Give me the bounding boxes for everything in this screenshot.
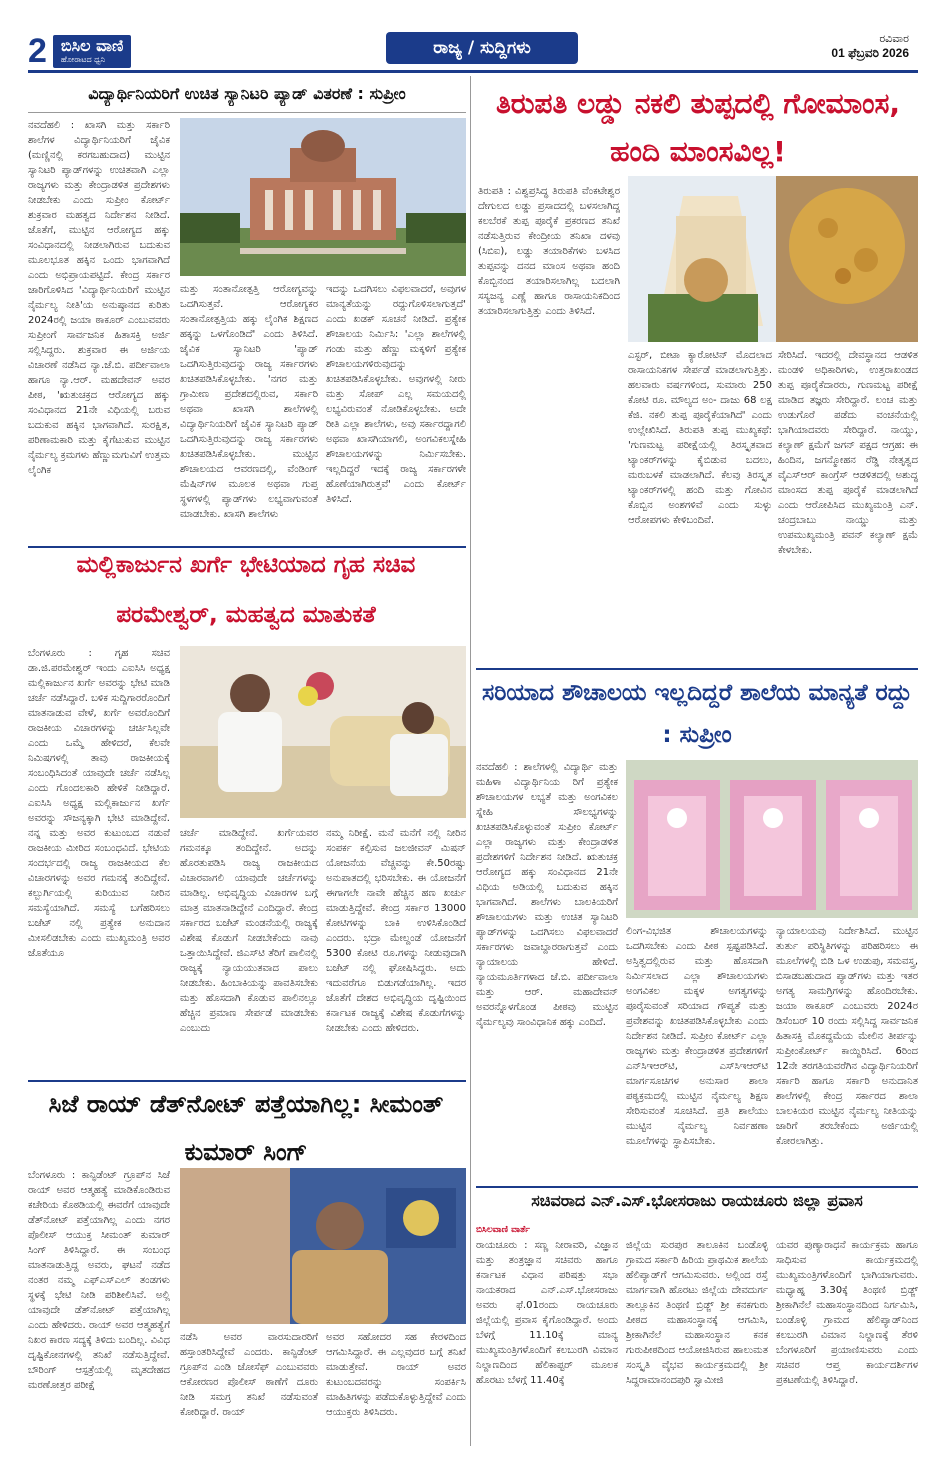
story1-col2: ಮತ್ತು ಸಂತಾನೋತ್ಪತ್ತಿ ಆರೋಗ್ಯವನ್ನು ಒದಗಿಸುತ್ತವೆ. ಆರೋಗ್ಯಕರ ಸಂತಾನೋತ್ಪತ್ತಿಯ ಹಕ್ಕು ಲೈಂಗಿಕ ಶಿಕ್ಷಣದ ಹಕ್ಕನ್ನು ಒಳಗೊಂಡಿದೆ' ಎಂದು ತಿಳಿಸಿದೆ. ಜೈವಿಕ ಸ್ಯಾನಿಟರಿ 'ಪ್ಯಾಡ್ ಒದಗಿಸುತ್ತಿರುವುದನ್ನು ರಾಜ್ಯ ಸರ್ಕಾರಗಳು ಖಚಿತಪಡಿಸಿಕೊಳ್ಳಬೇಕು. 'ನಗರ ಮತ್ತು ಗ್ರಾಮೀಣ ಪ್ರದೇಶದಲ್ಲಿರುವ, ಸರ್ಕಾರಿ ಅಥವಾ ಖಾಸಗಿ ಶಾಲೆಗಳಲ್ಲಿ ವಿದ್ಯಾರ್ಥಿನಿಯರಿಗೆ ಜೈವಿಕ ಸ್ಯಾನಿಟರಿ ಪ್ಯಾಡ್ ಒದಗಿಸುತ್ತಿರುವುದನ್ನು ರಾಜ್ಯ ಸರ್ಕಾರಗಳು ಖಚಿತಪಡಿಸಿಕೊಳ್ಳಬೇಕು. ಮುಟ್ಟಿನ ಶೌಚಾಲಯದ ಆವರಣದಲ್ಲಿ, ವೆಂಡಿಂಗ್ ಮೆಷಿನ್‌ಗಳ ಮೂಲಕ ಅಥವಾ ಗುಪ್ತ ಸ್ಥಳಗಳಲ್ಲಿ ಪ್ಯಾಡ್‌ಗಳು ಲಭ್ಯವಾಗುವಂತೆ ಮಾಡಬೇಕು. ಖಾಸಗಿ ಶಾಲೆಗಳು: [180, 284, 318, 520]
toilet-photo: [626, 760, 918, 918]
story4-top-rule: [476, 668, 918, 670]
police-commissioner-photo: [180, 1168, 466, 1324]
tirupati-photo: [628, 176, 918, 342]
commissioner-image: [180, 1168, 466, 1324]
story5-col1: ಬೆಂಗಳೂರು : ಕಾನ್ಫಿಡೆಂಟ್ ಗ್ರೂಪ್‌ನ ಸಿಜೆ ರಾಯ್ ಅವರ ಆತ್ಮಹತ್ಯೆ ಮಾಡಿಕೊಂಡಿರುವ ಕಚೇರಿಯ ಕೊಠಡಿಯಲ್ಲಿ ಈವರೆಗೆ ಯಾವುದೇ ಡೆತ್‌ನೋಟ್ ಪತ್ತೆಯಾಗಿಲ್ಲ ಎಂದು ನಗರ ಪೊಲೀಸ್ ಆಯುಕ್ತ ಸೀಮಂತ್ ಕುಮಾರ್ ಸಿಂಗ್ ತಿಳಿಸಿದ್ದಾರೆ. ಈ ಸಂಬಂಧ ಮಾತನಾಡುತ್ತಿದ್ದ ಅವರು, ಘಟನೆ ನಡೆದ ನಂತರ ನಮ್ಮ ಎಫ್‌ಎಸ್‌ಎಲ್ ತಂಡಗಳು ಸ್ಥಳಕ್ಕೆ ಭೇಟಿ ನೀಡಿ ಪರಿಶೀಲಿಸಿವೆ. ಅಲ್ಲಿ ಯಾವುದೇ ಡೆತ್‌ನೋಟ್ ಪತ್ತೆಯಾಗಿಲ್ಲ ಎಂದು ಹೇಳಿದರು. ರಾಯ್ ಅವರ ಆತ್ಮಹತ್ಯೆಗೆ ನಿಖರ ಕಾರಣ ಸದ್ಯಕ್ಕೆ ತಿಳಿದು ಬಂದಿಲ್ಲ. ವಿವಿಧ ದೃಷ್ಟಿಕೋನಗಳಲ್ಲಿ ತನಿಖೆ ನಡೆಸುತ್ತಿದ್ದೇವೆ. ಬೌರಿಂಗ್ ಆಸ್ಪತ್ರೆಯಲ್ಲಿ ಮೃತದೇಹದ ಮರಣೋತ್ತರ ಪರೀಕ್ಷೆ: [28, 1170, 170, 1391]
story1-headline: ವಿದ್ಯಾರ್ಥಿನಿಯರಿಗೆ ಉಚಿತ ಸ್ಯಾನಿಟರಿ ಪ್ಯಾಡ್ ವಿತರಣೆ : ಸುಪ್ರೀಂ: [88, 84, 406, 103]
story1-col1: ನವದೆಹಲಿ : ಖಾಸಗಿ ಮತ್ತು ಸರ್ಕಾರಿ ಶಾಲೆಗಳ ವಿದ್ಯಾರ್ಥಿನಿಯರಿಗೆ ಜೈವಿಕ (ಮಣ್ಣಿನಲ್ಲಿ ಕರಗಬಹುದಾದ) ಮುಟ್ಟಿನ ಸ್ಯಾನಿಟರಿ ಪ್ಯಾಡ್‌ಗಳನ್ನು ಉಚಿತವಾಗಿ ಎಲ್ಲಾ ರಾಜ್ಯಗಳು ಮತ್ತು ಕೇಂದ್ರಾಡಳಿತ ಪ್ರದೇಶಗಳು ನೀಡಬೇಕು ಎಂದು ಸುಪ್ರೀಂ ಕೋರ್ಟ್ ಶುಕ್ರವಾರ ಮಹತ್ವದ ನಿರ್ದೇಶನ ನೀಡಿದೆ. ಜೊತೆಗೆ, ಮುಟ್ಟಿನ ಆರೋಗ್ಯದ ಹಕ್ಕು ಸಂವಿಧಾನದಲ್ಲಿ ನೀಡಲಾಗಿರುವ ಬದುಕುವ ಮೂಲಭೂತ ಹಕ್ಕಿನ ಒಂದು ಭಾಗವಾಗಿದೆ ಎಂದು ಅಭಿಪ್ರಾಯಪಟ್ಟಿದೆ. ಕೇಂದ್ರ ಸರ್ಕಾರ ಜಾರಿಗೊಳಿಸಿದ 'ವಿದ್ಯಾರ್ಥಿನಿಯರಿಗೆ ಮುಟ್ಟಿನ ನೈರ್ಮಲ್ಯ ನೀತಿ'ಯ ಅನುಷ್ಠಾನದ ಕುರಿತು 2024ರಲ್ಲಿ ಜಯಾ ಠಾಕೂರ್ ಎಂಬುವವರು ಸುಪ್ರೀಂಗೆ ಸಾರ್ವಜನಿಕ ಹಿತಾಸಕ್ತಿ ಅರ್ಜಿ ಸಲ್ಲಿಸಿದ್ದರು. ಶುಕ್ರವಾರ ಈ ಅರ್ಜಿಯ ವಿಚಾರಣೆ ನಡೆಸಿದ ನ್ಯಾ.ಜೆ.ಬಿ. ಪರ್ದೀವಾಲಾ ಹಾಗೂ ನ್ಯಾ.ಆರ್. ಮಹದೇವನ್ ಅವರ ಪೀಠ, 'ಋತುಚಕ್ರದ ಆರೋಗ್ಯದ ಹಕ್ಕು ಸಂವಿಧಾನದ 21ನೇ ವಿಧಿಯಲ್ಲಿ ಬರುವ ಬದುಕುವ ಹಕ್ಕಿನ ಭಾಗವಾಗಿದೆ. ಸುರಕ್ಷಿತ, ಪರಿಣಾಮಕಾರಿ ಮತ್ತು ಕೈಗೆಟುಕುವ ಮುಟ್ಟಿನ ನೈರ್ಮಲ್ಯ ಕ್ರಮಗಳು ಹೆಣ್ಣುಮಗುವಿಗೆ ಉತ್ತಮ ಲೈಂಗಿಕ: [28, 120, 170, 476]
laddu-temple-image: [628, 176, 918, 342]
story5-col3: ಅವರ ಸಹೋದರ ಸಹ ಕೇರಳದಿಂದ ಆಗಮಿಸಿದ್ದಾರೆ. ಈ ಎಲ್ಲವುದರ ಬಗ್ಗೆ ತನಿಖೆ ಮಾಡುತ್ತೇವೆ. ರಾಯ್ ಅವರ ಕುಟುಂಬದವರನ್ನು ಸಂಪರ್ಕಿಸಿ ಮಾಹಿತಿಗಳನ್ನು ಪಡೆದುಕೊಳ್ಳುತ್ತಿದ್ದೇವೆ ಎಂದು ಆಯುಕ್ತರು ತಿಳಿಸಿದರು.: [326, 1332, 466, 1418]
meeting-image: [180, 646, 466, 818]
story2-col2: ಎಸ್ಟರ್, ಬೀಟಾ ಕ್ಯಾರೋಟಿನ್ ಮೊದಲಾದ ರಾಸಾಯನಿಕಗಳ ಸೇರ್ಪಡೆ ಮಾಡಲಾಗುತ್ತಿತ್ತು. ಹಲವಾರು ವರ್ಷಗಳಿಂದ, ಸುಮಾರು 250 ಕೋಟಿ ರೂ. ಮೌಲ್ಯದ ಅಂ- ದಾಜು 68 ಲಕ್ಷ ಕೆಜಿ. ನಕಲಿ ತುಪ್ಪ ಪೂರೈಕೆಯಾಗಿದೆ' ಎಂದು ಉಲ್ಲೇಖಿಸಿದೆ. ತಿರುಪತಿ ತುಪ್ಪ ಮುಖ್ಯಕಥೆ: 'ಗುಣಮಟ್ಟ ಪರೀಕ್ಷೆಯಲ್ಲಿ ತಿರಸ್ಕೃತವಾದ ಟ್ಯಾಂಕರ್‌ಗಳನ್ನು ಕೈಬಿಡುವ ಬದಲು, ಮರುಬಳಕೆ ಮಾಡಲಾಗಿದೆ. ಕೆಲವು ತಿರಸ್ಕೃತ ಟ್ಯಾಂಕರ್‌ಗಳಲ್ಲಿ ಹಂದಿ ಮತ್ತು ಗೋವಿನ ಕೊಬ್ಬಿನ ಅಂಶಗಳಿವೆ ಎಂದು ಸುಳ್ಳು ಆರೋಪಗಳು ಕೇಳಿಬಂದಿವೆ.: [628, 350, 772, 526]
issue-date: 01 ಫೆಬ್ರವರಿ 2026: [831, 46, 909, 60]
story6-col3: ಯವರ ಪುಣ್ಯಾರಾಧನೆ ಕಾರ್ಯಕ್ರಮ ಹಾಗೂ ಸಾಧಿಸುವ ಕಾರ್ಯಕ್ರಮದಲ್ಲಿ ಮುಖ್ಯಮಂತ್ರಿಗಳೊಂದಿಗೆ ಭಾಗಿಯಾಗುವರು. ಮಧ್ಯಾಹ್ನ 3.30ಕ್ಕೆ ತಿಂಥಣಿ ಬ್ರಿಡ್ಜ್ ಶ್ರೀಕಾಗಿನೆಲೆ ಮಹಾಸಂಸ್ಥಾನದಿಂದ ನಿರ್ಗಮಿಸಿ, ಬಂಡೊಳ್ಳಿ ಗ್ರಾಮದ ಹೆಲಿಪ್ಯಾಡ್‌ನಿಂದ ಕಲಬುರಗಿ ವಿಮಾನ ನಿಲ್ದಾಣಕ್ಕೆ ತೆರಳಿ ಬೆಂಗಳೂರಿಗೆ ಪ್ರಯಾಣಿಸುವರು ಎಂದು ಸಚಿವರ ಆಪ್ತ ಕಾರ್ಯದರ್ಶಿಗಳ ಪ್ರಕಟಣೆಯಲ್ಲಿ ತಿಳಿಸಿದ್ದಾರೆ.: [776, 1240, 918, 1386]
story1-col3: ಇದನ್ನು ಒದಗಿಸಲು ವಿಫಲವಾದರೆ, ಅವುಗಳ ಮಾನ್ಯತೆಯನ್ನು ರದ್ದುಗೊಳಿಸಲಾಗುತ್ತದೆ' ಎಂದು ಖಡಕ್ ಸೂಚನೆ ನೀಡಿದೆ. ಪ್ರತ್ಯೇಕ ಶೌಚಾಲಯ ನಿರ್ಮಿಸಿ: 'ಎಲ್ಲಾ ಶಾಲೆಗಳಲ್ಲಿ ಗಂಡು ಮತ್ತು ಹೆಣ್ಣು ಮಕ್ಕಳಿಗೆ ಪ್ರತ್ಯೇಕ ಶೌಚಾಲಯಗಳಿರುವುದನ್ನು ಖಚಿತಪಡಿಸಿಕೊಳ್ಳಬೇಕು. ಅವುಗಳಲ್ಲಿ ನೀರು ಮತ್ತು ಸೋಪ್ ಎಲ್ಲ ಸಮಯದಲ್ಲಿ ಲಭ್ಯವಿರುವಂತೆ ನೋಡಿಕೊಳ್ಳಬೇಕು. ಅದೇ ರೀತಿ ಎಲ್ಲಾ ಶಾಲೆಗಳು, ಅವು ಸರ್ಕಾರದ್ದಾಗಲಿ ಅಥವಾ ಖಾಸಗಿಯಾಗಲಿ, ಅಂಗವಿಕಲಸ್ನೇಹಿ ಶೌಚಾಲಯಗಳನ್ನು ನಿರ್ಮಿಸಬೇಕು. ಇಲ್ಲದಿದ್ದರೆ ಇದಕ್ಕೆ ರಾಜ್ಯ ಸರ್ಕಾರಗಳೇ ಹೊಣೆಯಾಗಿರುತ್ತವೆ' ಎಂದು ಕೋರ್ಟ್ ತಿಳಿಸಿದೆ.: [326, 284, 466, 505]
column-divider: [470, 76, 471, 1446]
story5-headline: ಸಿಜೆ ರಾಯ್ ಡೆತ್‌ನೋಟ್ ಪತ್ತೆಯಾಗಿಲ್ಲ: ಸೀಮಂತ್ ಕುಮಾರ್ ಸಿಂಗ್: [48, 1090, 444, 1166]
kharge-meeting-photo: [180, 646, 466, 818]
dateline: [831, 32, 909, 61]
story6-headline: ಸಚಿವರಾದ ಎನ್.ಎಸ್.ಭೋಸರಾಜು ರಾಯಚೂರು ಜಿಲ್ಲಾ ಪ್ರವಾಸ: [531, 1191, 863, 1210]
story4-col1: ನವದೆಹಲಿ : ಶಾಲೆಗಳಲ್ಲಿ ವಿದ್ಯಾರ್ಥಿ ಮತ್ತು ಮಹಿಳಾ ವಿದ್ಯಾರ್ಥಿನಿಯ ರಿಗೆ ಪ್ರತ್ಯೇಕ ಶೌಚಾಲಯಗಳ ಲಭ್ಯತೆ ಮತ್ತು ಅಂಗವಿಕಲ ಸ್ನೇಹಿ ಸೌಲಭ್ಯಗಳನ್ನು ಖಚಿತಪಡಿಸಿಕೊಳ್ಳುವಂತೆ ಸುಪ್ರೀಂ ಕೋರ್ಟ್ ಎಲ್ಲಾ ರಾಜ್ಯಗಳು ಮತ್ತು ಕೇಂದ್ರಾಡಳಿತ ಪ್ರದೇಶಗಳಿಗೆ ನಿರ್ದೇಶನ ನೀಡಿದೆ. ಋತುಚಕ್ರ ಆರೋಗ್ಯದ ಹಕ್ಕು ಸಂವಿಧಾನದ 21ನೇ ವಿಧಿಯ ಅಡಿಯಲ್ಲಿ ಬದುಕುವ ಹಕ್ಕಿನ ಭಾಗವಾಗಿದೆ. ಶಾಲೆಗಳು ಬಾಲಕಿಯರಿಗೆ ಶೌಚಾಲಯಗಳು ಮತ್ತು ಉಚಿತ ಸ್ಯಾನಿಟರಿ ಪ್ಯಾಡ್‌ಗಳನ್ನು ಒದಗಿಸಲು ವಿಫಲವಾದರೆ ಸರ್ಕಾರಗಳು ಜವಾಬ್ದಾರರಾಗುತ್ತವೆ ಎಂದು ನ್ಯಾಯಾಲಯ ಹೇಳಿದೆ. ನ್ಯಾಯಮೂರ್ತಿಗಳಾದ ಜೆ.ಬಿ. ಪರ್ದೀವಾಲಾ ಮತ್ತು ಆರ್. ಮಹಾದೇವನ್ ಅವರನ್ನೊಳಗೊಂಡ ಪೀಠವು ಮುಟ್ಟಿನ ನೈರ್ಮಲ್ಯವು ಸಾಂವಿಧಾನಿಕ ಹಕ್ಕು ಎಂದಿದೆ.: [476, 762, 618, 1028]
story2-col1: ತಿರುಪತಿ : ವಿಶ್ವಪ್ರಸಿದ್ಧ ತಿರುಪತಿ ವೆಂಕಟೇಶ್ವರ ದೇಗುಲದ ಲಡ್ಡು ಪ್ರಸಾದದಲ್ಲಿ ಬಳಸಲಾಗಿದ್ದ ಕಲಬೆರಕೆ ತುಪ್ಪ ಪೂರೈಕೆ ಪ್ರಕರಣದ ತನಿಖೆ ನಡೆಸುತ್ತಿರುವ ಕೇಂದ್ರೀಯ ತನಿಖಾ ದಳವು (ಸಿಬಿಐ), ಲಡ್ಡು ತಯಾರಿಕೆಗಳು ಬಳಸಿದ ತುಪ್ಪವನ್ನು ದನದ ಮಾಂಸ ಅಥವಾ ಹಂದಿ ಕೊಬ್ಬಿನಂದ ತಯಾರಿಸಲಾಗಿಲ್ಲ ಬದಲಾಗಿ ಸಸ್ಯಜನ್ಯ ಎಣ್ಣೆ ಹಾಗೂ ರಾಸಾಯನಿಕದಿಂದ ತಯಾರಿಸಲಾಗುತ್ತಿತ್ತು ಎಂದು ತಿಳಿಸಿದೆ.: [478, 186, 620, 317]
supreme-court-image: [180, 118, 466, 276]
story2-col3: ಸೇರಿಸಿದೆ. ಇದರಲ್ಲಿ ದೇವಸ್ಥಾನದ ಆಡಳಿತ ಮಂಡಳಿ ಅಧಿಕಾರಿಗಳು, ಉತ್ತರಾಖಂಡದ ತುಪ್ಪ ಪೂರೈಕೆದಾರರು, ಗುಣಮಟ್ಟ ಪರೀಕ್ಷೆ ಮಾಡಿದ ತಜ್ಞರು ಸೇರಿದ್ದಾರೆ. ಲಂಚ ಮತ್ತು ಉಡುಗೊರೆ ಪಡೆದು ವಂಚನೆಯಲ್ಲಿ ಭಾಗಿಯಾದವರು ಸೇರಿದ್ದಾರೆ. ನಾಯ್ಡು, ಕಲ್ಯಾಣ್ ಕ್ಷಮೆಗೆ ಜಗನ್ ಪಕ್ಷದ ಆಗ್ರಹ: ಈ ಹಿಂದಿನ, ಜಗನ್ಮೋಹನ ರೆಡ್ಡಿ ನೇತೃತ್ವದ ವೈಎಸ್‌ಆರ್ ಕಾಂಗ್ರೆಸ್ ಆಡಳಿತದಲ್ಲಿ ಅಶುದ್ಧ ಮಾಂಸದ ತುಪ್ಪ ಪೂರೈಕೆ ಮಾಡಲಾಗಿದೆ ಎಂದು ಆರೋಪಿಸಿದ ಮುಖ್ಯಮಂತ್ರಿ ಎನ್. ಚಂದ್ರಬಾಬು ನಾಯ್ಡು ಮತ್ತು ಉಪಮುಖ್ಯಮಂತ್ರಿ ಪವನ್ ಕಲ್ಯಾಣ್ ಕ್ಷಮೆ ಕೇಳಬೇಕು.: [778, 350, 918, 556]
section-tab: ರಾಜ್ಯ / ಸುದ್ದಿಗಳು: [386, 32, 578, 64]
story6-col2: ಜಿಲ್ಲೆಯ ಸುರಪುರ ತಾಲೂಕಿನ ಬಂಡೊಳ್ಳಿ ಗ್ರಾಮದ ಸರ್ಕಾರಿ ಹಿರಿಯ ಪ್ರಾಥಮಿಕ ಶಾಲೆಯ ಹೆಲಿಪ್ಯಾಡ್‌ಗೆ ಆಗಮಿಸುವರು. ಅಲ್ಲಿಂದ ರಸ್ತೆ ಮಾರ್ಗವಾಗಿ ಹೊರಟು ಜಿಲ್ಲೆಯ ದೇವದುರ್ಗ ತಾಲ್ಲೂಕಿನ ತಿಂಥಣಿ ಬ್ರಿಡ್ಜ್ ಶ್ರೀ ಕನಕಗುರು ಪೀಠದ ಮಹಾಸಂಸ್ಥಾನಕ್ಕೆ ಆಗಮಿಸಿ, ಶ್ರೀಕಾಗಿನೆಲೆ ಮಹಾಸಂಸ್ಥಾನ ಕನಕ ಗುರುಪೀಠದಿಂದ ಆಯೋಜಿಸಿರುವ ಹಾಲುಮತ ಸಂಸ್ಕೃತಿ ವೈಭವ ಕಾರ್ಯಕ್ರಮದಲ್ಲಿ ಶ್ರೀ ಸಿದ್ದರಾಮಾನಂದಪುರಿ ಸ್ವಾಮೀಜಿ: [626, 1240, 768, 1386]
story4-headline: ಸರಿಯಾದ ಶೌಚಾಲಯ ಇಲ್ಲದಿದ್ದರೆ ಶಾಲೆಯ ಮಾನ್ಯತೆ ರದ್ದು : ಸುಪ್ರೀಂ: [482, 680, 912, 748]
masthead-rule: [28, 70, 918, 73]
story2-headline: ತಿರುಪತಿ ಲಡ್ಡು ನಕಲಿ ತುಪ್ಪದಲ್ಲಿ ಗೋಮಾಂಸ, ಹಂದಿ ಮಾಂಸವಿಲ್ಲ!: [495, 87, 901, 168]
story3-col3: ನಮ್ಮ ನಿರೀಕ್ಷೆ. ಮನೆ ಮನೆಗೆ ನಲ್ಲಿ ನೀರಿನ ಸಂಪರ್ಕ ಕಲ್ಪಿಸುವ ಜಲಜೀವನ್ ಮಿಷನ್ ಯೋಜನೆಯ ವೆಚ್ಚವನ್ನು ಕೇ.50ರಷ್ಟು ಅನುಪಾತದಲ್ಲಿ ಭರಿಸಬೇಕು. ಈ ಯೋಜನೆಗೆ ಈಗಾಗಲೇ ನಾವೇ ಹೆಚ್ಚಿನ ಹಣ ಖರ್ಚು ಮಾಡುತ್ತಿದ್ದೇವೆ. ಕೇಂದ್ರ ಸರ್ಕಾರ 13000 ಕೋಟಿಗಳನ್ನು ಬಾಕಿ ಉಳಿಸಿಕೊಂಡಿದೆ ಎಂದರು. ಭದ್ರಾ ಮೇಲ್ದಂಡೆ ಯೋಜನೆಗೆ 5300 ಕೋಟಿ ರೂ.ಗಳನ್ನು ನೀಡುವುದಾಗಿ ಬಜೆಟ್ ನಲ್ಲಿ ಘೋಷಿಸಿದ್ದರು. ಅದು ಇದುವರೆಗೂ ಬಿಡುಗಡೆಯಾಗಿಲ್ಲ. ಇದರ ಜೊತೆಗೆ ದೇಶದ ಅಭಿವೃದ್ಧಿಯ ದೃಷ್ಟಿಯಿಂದ ಕರ್ನಾಟಕ ರಾಜ್ಯಕ್ಕೆ ವಿಶೇಷ ಕೊಡುಗೆಗಳನ್ನು ನೀಡಬೇಕು ಎಂದು ಹೇಳಿದರು.: [326, 828, 466, 1034]
story6-byline: ಬಿಸಿಲವಾಣಿ ವಾರ್ತೆ: [476, 1225, 530, 1235]
story3-col2: ಚರ್ಚೆ ಮಾಡಿದ್ದೇನೆ. ಖರ್ಗೆಯವರ ಗಮನಕ್ಕೂ ತಂದಿದ್ದೇನೆ. ಅದನ್ನು ಹೊರತುಪಡಿಸಿ ರಾಜ್ಯ ರಾಜಕೀಯದ ವಿಚಾರವಾಗಲಿ ಯಾವುದೇ ಚರ್ಚೆಗಳನ್ನು ಮಾಡಿಲ್ಲ. ಅಭಿವೃದ್ಧಿಯ ವಿಚಾರಗಳ ಬಗ್ಗೆ ಮಾತ್ರ ಮಾತನಾಡಿದ್ದೇನೆ ಎಂದಿದ್ದಾರೆ. ಕೇಂದ್ರ ಸರ್ಕಾರದ ಬಜೆಟ್ ಮಂಡನೆಯಲ್ಲಿ ರಾಜ್ಯಕ್ಕೆ ವಿಶೇಷ ಕೊಡುಗೆ ನೀಡಬೇಕೆಂದು ನಾವು ಒತ್ತಾಯಿಸಿದ್ದೇವೆ. ಜಿಎಸ್‌ಟಿ ತೆರಿಗೆ ಪಾಲಿನಲ್ಲಿ ರಾಜ್ಯಕ್ಕೆ ನ್ಯಾಯಯುತವಾದ ಪಾಲು ನೀಡಬೇಕು. ಹಿಂಬಾಕಿಯನ್ನು ಪಾವತಿಸಬೇಕು ಮತ್ತು ಹೊಸದಾಗಿ ಕೊಡುವ ಪಾಲಿನಲ್ಲೂ ಹೆಚ್ಚಿನ ಪ್ರಮಾಣ ಸೇರ್ಪಡೆ ಮಾಡಬೇಕು ಎಂಬುದು: [180, 828, 318, 1034]
story1-rule: [28, 112, 466, 113]
masthead-brand: [28, 34, 131, 68]
story5-col2: ನಡೆಸಿ ಅವರ ವಾರಸುದಾರರಿಗೆ ಹಸ್ತಾಂತರಿಸಿದ್ದೇವೆ ಎಂದರು. ಕಾನ್ಫಿಡೆಂಟ್ ಗ್ರೂಪ್‌ನ ಎಂಡಿ ಜೋಸೆಫ್ ಎಂಬುವವರು ಆಕೋರಣರ ಪೊಲೀಸ್ ಠಾಣೆಗೆ ದೂರು ನೀಡಿ ಸಮಗ್ರ ತನಿಖೆ ನಡೆಸುವಂತೆ ಕೋರಿದ್ದಾರೆ. ರಾಯ್: [180, 1332, 318, 1418]
story4-col3: ನ್ಯಾಯಾಲಯವು ನಿರ್ದೇಶಿಸಿದೆ. ಮುಟ್ಟಿನ ತುರ್ತು ಪರಿಸ್ಥಿತಿಗಳನ್ನು ಪರಿಹರಿಸಲು ಈ ಮೂಲೆಗಳಲ್ಲಿ ಬಿಡಿ ಒಳ ಉಡುಪು, ಸಮವಸ್ತ್ರ, ಬಿಸಾಡಬಹುದಾದ ಪ್ಯಾಡ್‌ಗಳು ಮತ್ತು ಇತರ ಅಗತ್ಯ ಸಾಮಗ್ರಿಗಳನ್ನು ಹೊಂದಿರಬೇಕು. ಜಯಾ ಠಾಕೂರ್ ಎಂಬುವರು 2024ರ ಡಿಸೆಂಬರ್ 10 ರಂದು ಸಲ್ಲಿಸಿದ್ದ ಸಾರ್ವಜನಿಕ ಹಿತಾಸಕ್ತಿ ಮೊಕದ್ದಮೆಯ ಮೇಲಿನ ತೀರ್ಪನ್ನು ಸುಪ್ರೀಂಕೋರ್ಟ್ ಕಾಯ್ದಿರಿಸಿದೆ. 6ರಿಂದ 12ನೇ ತರಗತಿಯವರೆಗಿನ ವಿದ್ಯಾರ್ಥಿನಿಯರಿಗೆ ಸರ್ಕಾರಿ ಹಾಗೂ ಸರ್ಕಾರಿ ಅನುದಾನಿತ ಶಾಲೆಗಳಲ್ಲಿ ಕೇಂದ್ರ ಸರ್ಕಾರದ ಶಾಲಾ ಬಾಲಕಿಯರ ಮುಟ್ಟಿನ ನೈರ್ಮಲ್ಯ ನೀತಿಯನ್ನು ಜಾರಿಗೆ ತರಬೇಕೆಂದು ಅರ್ಜಿಯಲ್ಲಿ ಕೋರಲಾಗಿತ್ತು.: [776, 926, 918, 1147]
weekday: ರವಿವಾರ: [879, 32, 909, 45]
paper-logo: [53, 35, 131, 68]
story4-col2: ಲಿಂಗ-ವಿಭಜಿತ ಶೌಚಾಲಯಗಳನ್ನು ಒದಗಿಸಬೇಕು ಎಂದು ಪೀಠ ಸ್ಪಷ್ಟಪಡಿಸಿದೆ. ಅಸ್ತಿತ್ವದಲ್ಲಿರುವ ಮತ್ತು ಹೊಸದಾಗಿ ನಿರ್ಮಿಸಲಾದ ಎಲ್ಲಾ ಶೌಚಾಲಯಗಳು ಅಂಗವಿಕಲ ಮಕ್ಕಳ ಅಗತ್ಯಗಳನ್ನು ಪೂರೈಸುವಂತೆ ಸರಿಯಾದ ಗೌಪ್ಯತೆ ಮತ್ತು ಪ್ರವೇಶವನ್ನು ಖಚಿತಪಡಿಸಿಕೊಳ್ಳಬೇಕು ಎಂದು ನಿರ್ದೇಶನ ನೀಡಿದೆ. ಸುಪ್ರೀಂ ಕೋರ್ಟ್ ಎಲ್ಲಾ ರಾಜ್ಯಗಳು ಮತ್ತು ಕೇಂದ್ರಾಡಳಿತ ಪ್ರದೇಶಗಳಿಗೆ ಎನ್‌ಸಿಇಆರ್‌ಟಿ, ಎಸ್‌ಸಿಇಆರ್‌ಟಿ ಮಾರ್ಗಸೂಚಿಗಳ ಅನುಸಾರ ಶಾಲಾ ಪಠ್ಯಕ್ರಮದಲ್ಲಿ ಮುಟ್ಟಿನ ನೈರ್ಮಲ್ಯ ಶಿಕ್ಷಣ ಸೇರಿಸುವಂತೆ ಸೂಚಿಸಿದೆ. ಪ್ರತಿ ಶಾಲೆಯು ಮುಟ್ಟಿನ ನೈರ್ಮಲ್ಯ ನಿರ್ವಹಣಾ ಮೂಲೆಗಳನ್ನು ಸ್ಥಾಪಿಸಬೇಕು.: [626, 926, 768, 1147]
story3-col1: ಬೆಂಗಳೂರು : ಗೃಹ ಸಚಿವ ಡಾ.ಜಿ.ಪರಮೇಶ್ವರ್ ಇಂದು ಎಐಸಿಸಿ ಅಧ್ಯಕ್ಷ ಮಲ್ಲಿಕಾರ್ಜುನ ಖರ್ಗೆ ಅವರನ್ನು ಭೇಟಿ ಮಾಡಿ ಚರ್ಚೆ ನಡೆಸಿದ್ದಾರೆ. ಬಳಿಕ ಸುದ್ದಿಗಾರರೊಂದಿಗೆ ಮಾತನಾಡುವ ವೇಳೆ, ಖರ್ಗೆ ಅವರೊಂದಿಗೆ ರಾಜಕೀಯ ವಿಚಾರಗಳನ್ನು ಚರ್ಚಿಸಿಲ್ಲವೇ ಎಂದು ಒಮ್ಮೆ ಹೇಳಿದರೆ, ಕೆಲವೇ ನಿಮಿಷಗಳಲ್ಲಿ ತಾವು ರಾಜಕೀಯಕ್ಕೆ ಸಂಬಂಧಿಸಿದಂತೆ ಯಾವುದೇ ಚರ್ಚೆ ನಡೆಸಿಲ್ಲ ಎಂದು ಗೊಂದಲಕಾರಿ ಹೇಳಿಕೆ ನೀಡಿದ್ದಾರೆ. ಎಐಸಿಸಿ ಅಧ್ಯಕ್ಷ ಮಲ್ಲಿಕಾರ್ಜುನ ಖರ್ಗೆ ಅವರನ್ನು ಸೌಜನ್ಯಕ್ಕಾಗಿ ಭೇಟಿ ಮಾಡಿದ್ದೇನೆ. ನನ್ನ ಮತ್ತು ಅವರ ಕುಟುಂಬದ ನಡುವೆ ರಾಜಕೀಯ ಮೀರಿದ ಸಂಬಂಧವಿದೆ. ಭೇಟಿಯ ಸಂದರ್ಭದಲ್ಲಿ ರಾಜ್ಯ ರಾಜಕೀಯದ ಕೆಲ ವಿಚಾರಗಳನ್ನು ಅವರ ಗಮನಕ್ಕೆ ತಂದಿದ್ದೇನೆ. ಕಲ್ಬುರ್ಗಿಯಲ್ಲಿ ಕುರಿಯುವ ನೀರಿನ ಸಮಸ್ಯೆಯಾಗಿದೆ. ಸಮಸ್ಯೆ ಬಗೆಹರಿಸಲು ಬಜೆಟ್ ನಲ್ಲಿ ಪ್ರತ್ಯೇಕ ಅನುದಾನ ಮೀಸಲಿಡಬೇಕು ಎಂದು ಮುಖ್ಯಮಂತ್ರಿ ಅವರ ಜೊತೆಯೂ: [28, 648, 170, 959]
supreme-court-photo: [180, 118, 466, 276]
paper-tagline: ಹೋರಾಟದ ಧ್ವನಿ: [60, 54, 106, 64]
story6-col1: ರಾಯಚೂರು : ಸಣ್ಣ ನೀರಾವರಿ, ವಿಜ್ಞಾನ ಮತ್ತು ತಂತ್ರಜ್ಞಾನ ಸಚಿವರು ಹಾಗೂ ಕರ್ನಾಟಕ ವಿಧಾನ ಪರಿಷತ್ತು ಸಭಾ ನಾಯಕರಾದ ಎನ್.ಎಸ್.ಭೋಸರಾಜು ಅವರು ಫೆ.01ರಂದು ರಾಯಚೂರು ಜಿಲ್ಲೆಯಲ್ಲಿ ಪ್ರವಾಸ ಕೈಗೊಂಡಿದ್ದಾರೆ. ಅಂದು ಬೆಳಗ್ಗೆ 11.10ಕ್ಕೆ ಮಾನ್ಯ ಮುಖ್ಯಮಂತ್ರಿಗಳೊಂದಿಗೆ ಕಲಬುರಗಿ ವಿಮಾನ ನಿಲ್ದಾಣದಿಂದ ಹೆಲಿಕಾಪ್ಟರ್ ಮೂಲಕ ಹೊರಟು ಬೆಳಗ್ಗೆ 11.40ಕ್ಕೆ: [476, 1240, 618, 1386]
paper-name: ಬಿಸಿಲ ವಾಣಿ: [60, 35, 124, 55]
story3-headline: ಮಲ್ಲಿಕಾರ್ಜುನ ಖರ್ಗೆ ಭೇಟಿಯಾದ ಗೃಹ ಸಚಿವ ಪರಮೇಶ್ವರ್, ಮಹತ್ವದ ಮಾತುಕತೆ: [76, 552, 416, 628]
toilets-image: [626, 760, 918, 918]
page-number: 2: [28, 32, 47, 70]
masthead: [0, 0, 945, 70]
